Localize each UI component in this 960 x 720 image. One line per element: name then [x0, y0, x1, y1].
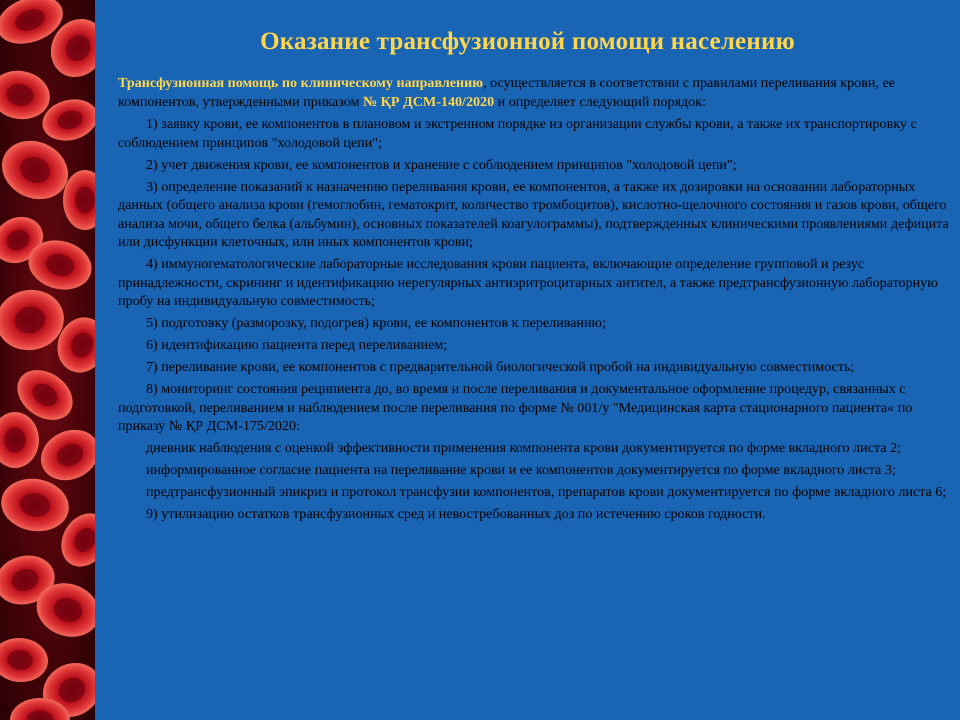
list-item-9: 9) утилизацию остатков трансфузионных сред и невостребованных доз по истечению сроков годности. — [146, 506, 766, 522]
list-subitem-consent: информированное согласие пациента на переливание крови и ее компонентов документируется по форме вкладного листа 3; — [146, 462, 896, 478]
slide-title: Оказание трансфузионной помощи населению — [260, 28, 795, 55]
list-item-1: 1) заявку крови, ее компонентов в плановом и экстренном порядке из организации службы крови, а также их транспортировку с соблюдением принципов "холодовой цепи"; — [118, 116, 917, 151]
list-item-7: 7) переливание крови, ее компонентов с предварительной биологической пробой на индивидуальную совместимость; — [146, 359, 855, 375]
list-item-8: 8) мониторинг состояния реципиента до, во время и после переливания и документальное оформление процедур, связанных с подготовкой, переливанием и наблюдением после переливания по форме № 001/у "Медицинская карта стационарного пациента« по приказу № ҚР ДСМ-175/2020: — [118, 381, 913, 434]
list-item-5: 5) подготовку (разморозку, подогрев) крови, ее компонентов к переливанию; — [146, 315, 606, 331]
list-subitem-epicrisis: предтрансфузионный эпикриз и протокол трансфузии компонентов, препаратов крови документируется по форме вкладного листа 6; — [146, 484, 947, 500]
list-item-4: 4) иммуногематологические лабораторные исследования крови пациента, включающие определение групповой и резус принадлежности, скрининг и идентификацию нерегулярных антиэритроцитарных антител, а также предтрансфузионную лабораторную пробу на индивидуальную совместимость; — [118, 256, 938, 309]
order-number: № ҚР ДСМ-140/2020 — [363, 93, 495, 110]
list-subitem-diary: дневник наблюдения с оценкой эффективности применения компонента крови документируется по форме вкладного листа 2; — [146, 440, 902, 456]
intro-text-part: , осуществляется в соответствии с правилами переливания крови, ее компонентов, утвержденными приказом — [118, 75, 895, 110]
list-item-2: 2) учет движения крови, ее компонентов и хранение с соблюдением принципов "холодовой цепи"; — [146, 156, 737, 173]
intro-paragraph — [118, 74, 953, 111]
intro-text-end: и определяет следующий порядок: — [494, 93, 706, 110]
intro-highlight: Трансфузионная помощь по клиническому направлению — [118, 75, 484, 91]
list-item-6: 6) идентификацию пациента перед переливанием; — [146, 337, 448, 353]
slide — [95, 0, 960, 720]
slide-content — [118, 74, 953, 527]
blood-cells-illustration — [0, 0, 95, 720]
blood-cells-sidebar-image — [0, 0, 95, 720]
list-item-3: 3) определение показаний к назначению переливания крови, ее компонентов, а также их дозировки на основании лабораторных данных (общего анализа крови (гемоглобин, гематокрит, количество тромбоцитов), кислотно-щелочного состояния и газов крови, общего анализа мочи, общего белка (альбумин), основных показателей коагулограммы), подтвержденных клиническими проявлениями дефицита или дисфункции клеточных, или иных компонентов крови; — [118, 178, 949, 250]
